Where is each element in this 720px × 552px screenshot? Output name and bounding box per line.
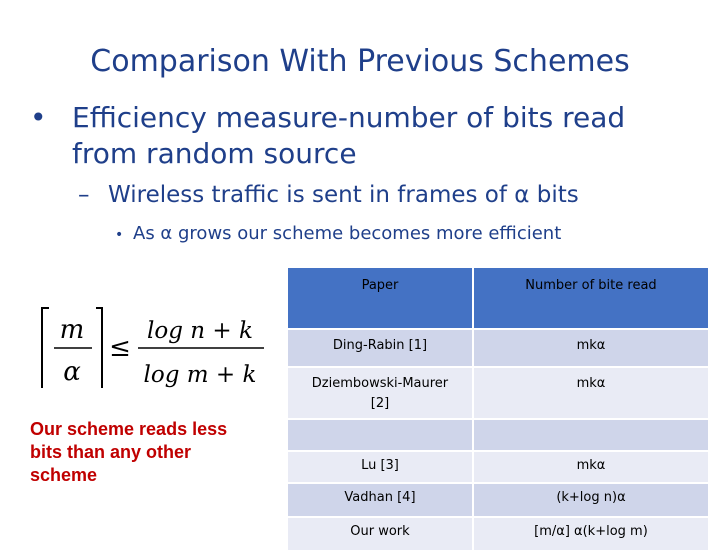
rhs-denominator: log m + k xyxy=(143,362,257,388)
table-row xyxy=(287,367,709,419)
header-paper: Paper xyxy=(287,267,473,329)
cell-paper: Vadhan [4] xyxy=(287,483,473,517)
lhs-denominator: α xyxy=(63,357,81,387)
cell-bits: mkα xyxy=(473,451,709,483)
efficiency-formula xyxy=(38,300,273,395)
cell-bits xyxy=(473,419,709,451)
relation-symbol: ≤ xyxy=(109,333,131,363)
comparison-table xyxy=(286,266,710,552)
slide-title: Comparison With Previous Schemes xyxy=(90,44,630,79)
table-row xyxy=(287,451,709,483)
cell-bits: mkα xyxy=(473,367,709,419)
dash-icon: – xyxy=(78,182,90,208)
sub-bullet-wireless xyxy=(78,182,579,208)
cell-paper xyxy=(287,419,473,451)
sub-sub-bullet-alpha xyxy=(115,223,561,244)
sub-sub-bullet-alpha-text: As α grows our scheme becomes more efficient xyxy=(133,223,562,244)
lhs-numerator: m xyxy=(59,315,85,345)
cell-paper: Ding-Rabin [1] xyxy=(287,329,473,367)
header-bits-read: Number of bite read xyxy=(473,267,709,329)
bullet-dot-icon: • xyxy=(30,101,47,134)
cell-paper: Dziembowski-Maurer [2] xyxy=(287,367,473,419)
table-row xyxy=(287,483,709,517)
cell-paper: Lu [3] xyxy=(287,451,473,483)
bullet-dot-icon: • xyxy=(115,227,124,243)
cell-bits: (k+log n)α xyxy=(473,483,709,517)
table-header-row xyxy=(287,267,709,329)
sub-bullet-wireless-text: Wireless traffic is sent in frames of α bits xyxy=(108,182,579,208)
cell-paper: Our work xyxy=(287,517,473,551)
cell-bits: [m/α] α(k+log m) xyxy=(473,517,709,551)
table-row xyxy=(287,329,709,367)
scheme-note: Our scheme reads less bits than any other scheme xyxy=(30,419,228,485)
bullet-efficiency-text: Efficiency measure-number of bits read from random source xyxy=(72,101,626,170)
table-row xyxy=(287,419,709,451)
cell-bits: mkα xyxy=(473,329,709,367)
table-row xyxy=(287,517,709,551)
rhs-numerator: log n + k xyxy=(147,318,253,344)
